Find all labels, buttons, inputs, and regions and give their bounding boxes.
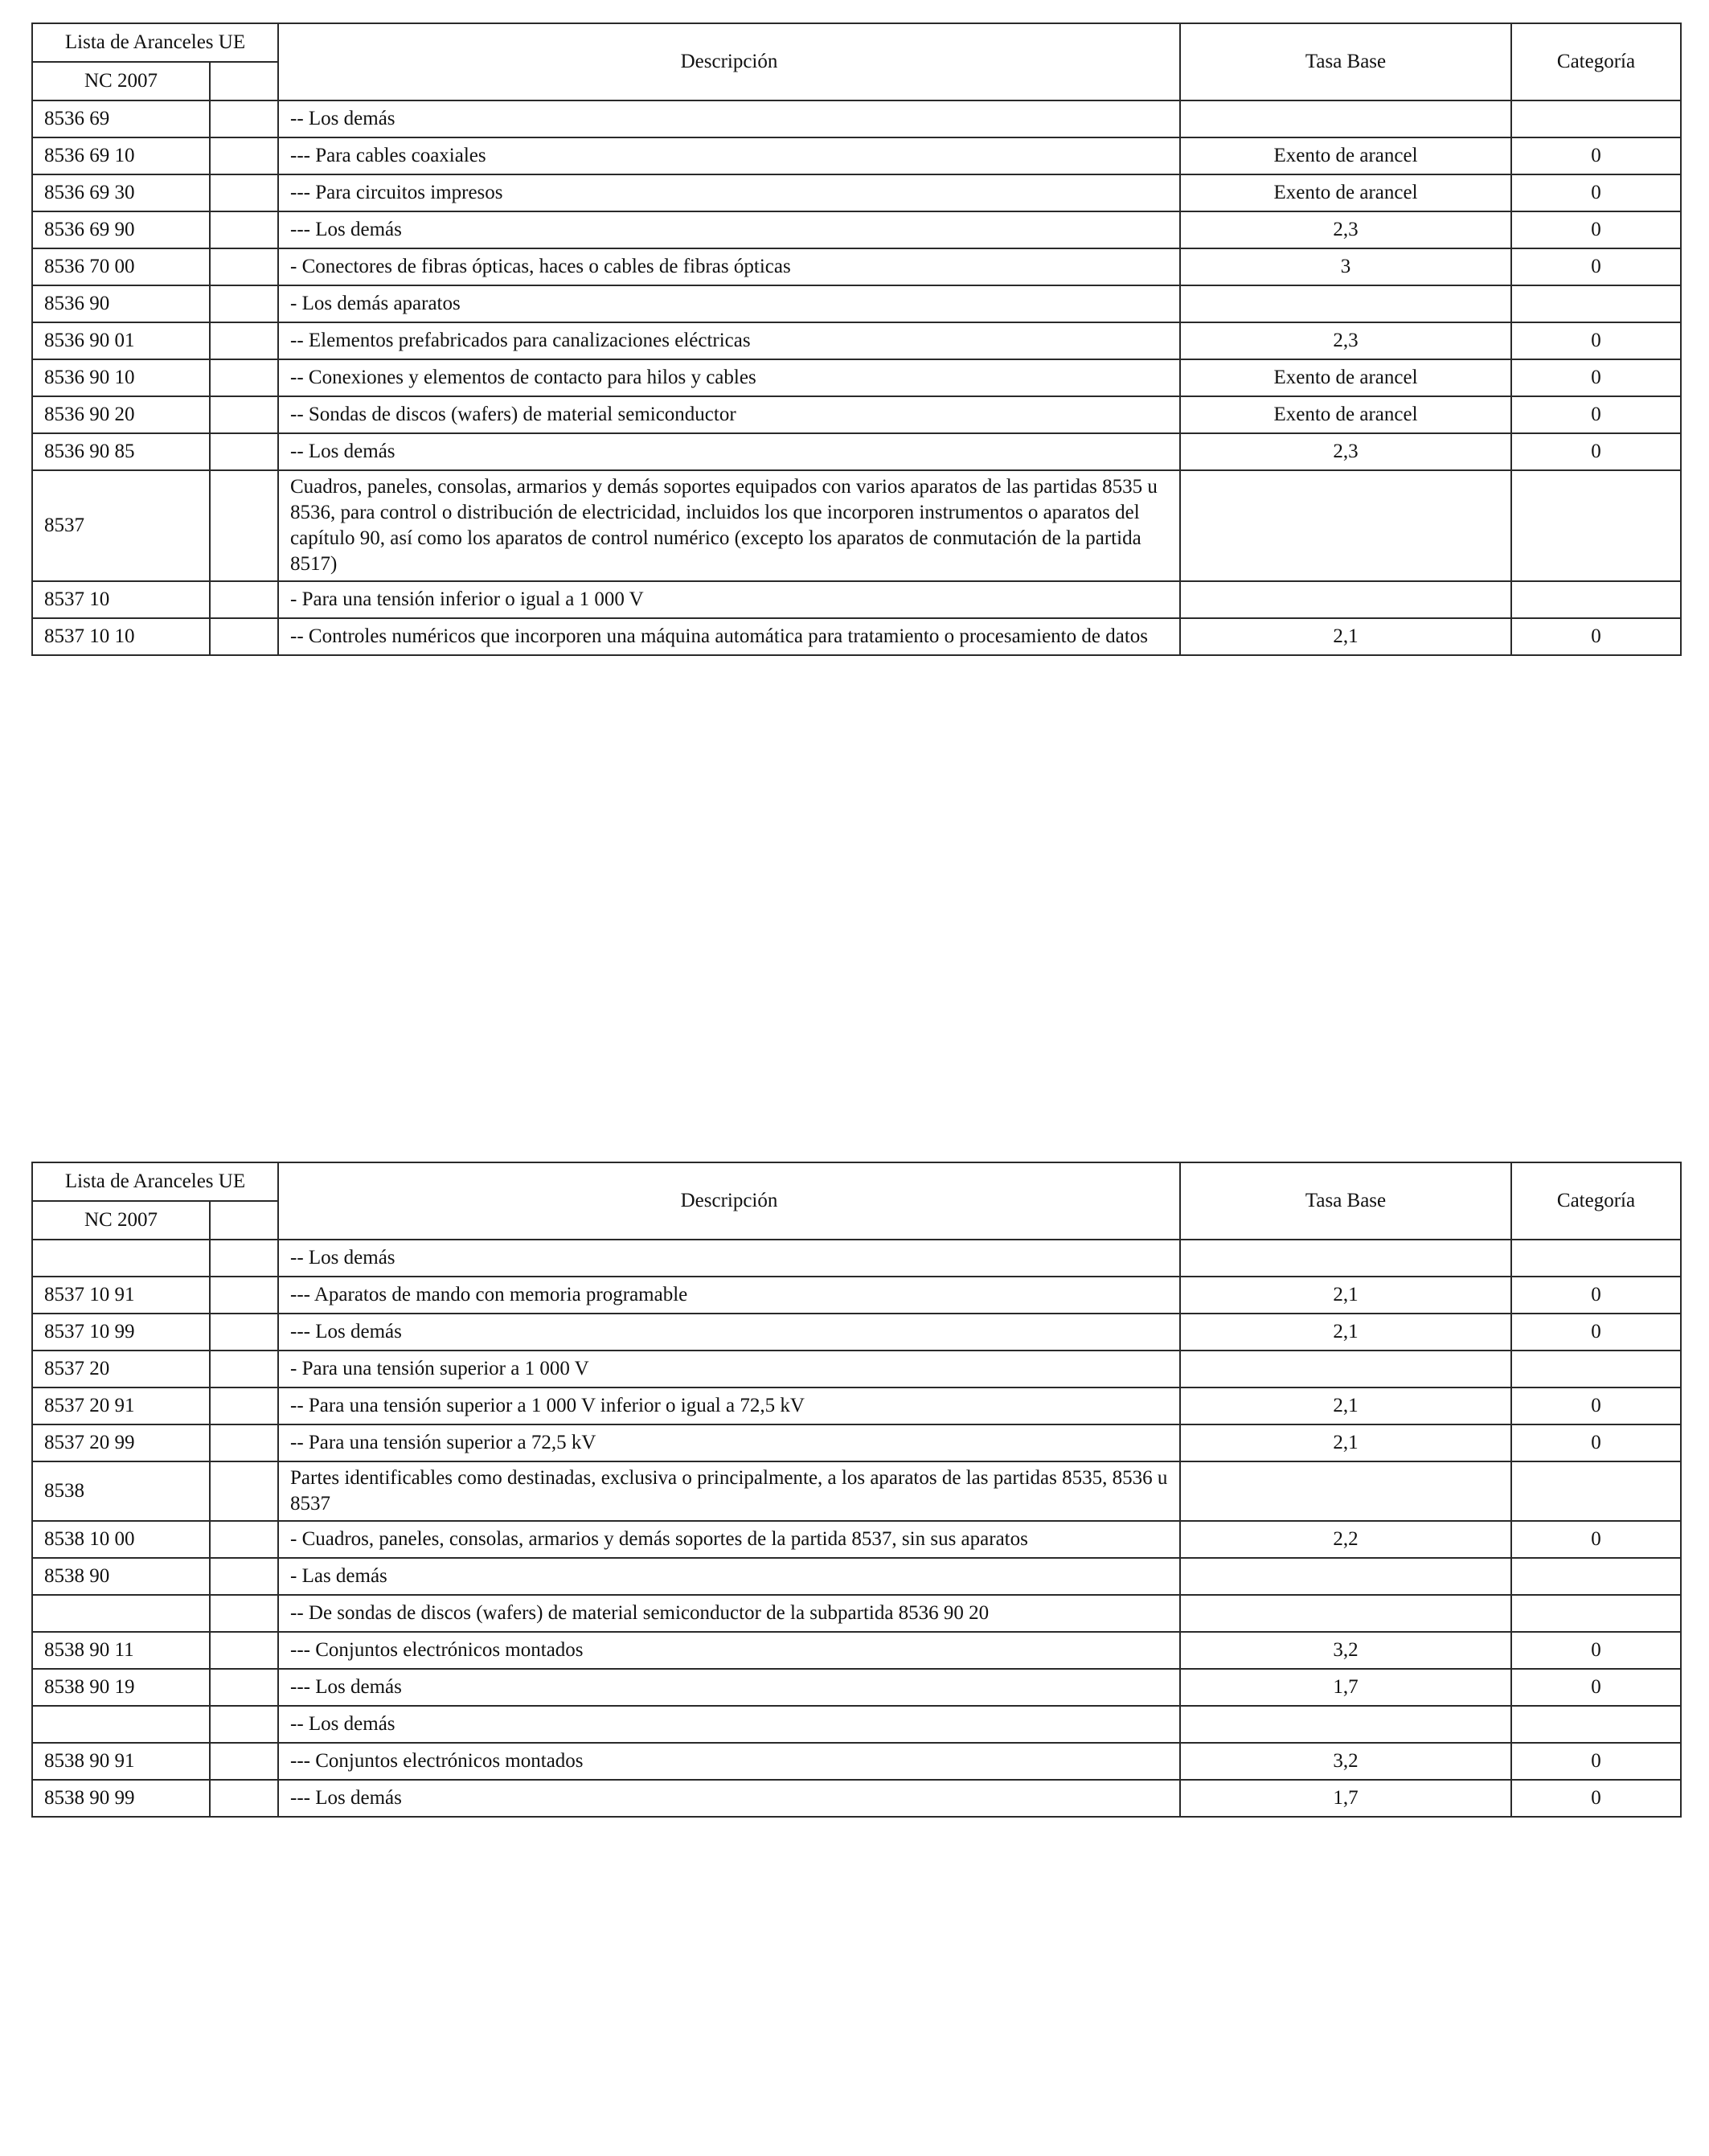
category-cell: 0 [1511,1277,1681,1314]
blank-cell [210,211,278,248]
base-rate-cell: 2,3 [1180,433,1511,470]
description-cell: Cuadros, paneles, consolas, armarios y demás soportes equipados con varios aparatos de las partidas 8535 u 8536, para control o distribución de electricidad, incluidos los que incorporen instrumentos o aparatos del capítulo 90, así como los aparatos de control numérico (excepto los aparatos de conmutación de la partida 8517) [278,470,1180,581]
nc-code-cell: 8536 69 [32,100,210,137]
blank-cell [210,248,278,285]
table-row [32,1314,1681,1351]
header-tasa-base: Tasa Base [1180,1162,1511,1240]
base-rate-cell: 2,3 [1180,211,1511,248]
category-cell: 0 [1511,1669,1681,1706]
nc-code-cell: 8537 10 10 [32,618,210,655]
table-row [32,211,1681,248]
base-rate-cell: Exento de arancel [1180,359,1511,396]
tariff-table-2 [31,1162,1682,1818]
tariff-table-1 [31,23,1682,656]
nc-code-cell: 8536 90 01 [32,322,210,359]
header-blank [210,1201,278,1240]
table-row [32,1424,1681,1461]
description-cell: --- Conjuntos electrónicos montados [278,1743,1180,1780]
nc-code-cell: 8536 90 [32,285,210,322]
header-tasa-base: Tasa Base [1180,23,1511,100]
table-row [32,1521,1681,1558]
table-row [32,1632,1681,1669]
table-row [32,285,1681,322]
table-row [32,618,1681,655]
nc-code-cell: 8538 90 19 [32,1669,210,1706]
table-row [32,1387,1681,1424]
description-cell: --- Para cables coaxiales [278,137,1180,174]
base-rate-cell: Exento de arancel [1180,174,1511,211]
base-rate-cell: 2,1 [1180,1277,1511,1314]
category-cell: 0 [1511,433,1681,470]
category-cell [1511,1706,1681,1743]
blank-cell [210,1387,278,1424]
category-cell [1511,285,1681,322]
category-cell: 0 [1511,137,1681,174]
base-rate-cell [1180,581,1511,618]
table-header [32,1162,1681,1240]
blank-cell [210,285,278,322]
description-cell: --- Para circuitos impresos [278,174,1180,211]
blank-cell [210,137,278,174]
blank-cell [210,1632,278,1669]
nc-code-cell: 8538 10 00 [32,1521,210,1558]
nc-code-cell [32,1595,210,1632]
nc-code-cell: 8538 90 91 [32,1743,210,1780]
table-row [32,174,1681,211]
base-rate-cell: 2,1 [1180,1424,1511,1461]
header-categoria: Categoría [1511,1162,1681,1240]
base-rate-cell: 3,2 [1180,1632,1511,1669]
table-row [32,137,1681,174]
header-categoria: Categoría [1511,23,1681,100]
table-row [32,248,1681,285]
header-blank [210,62,278,100]
nc-code-cell: 8538 90 [32,1558,210,1595]
base-rate-cell [1180,1558,1511,1595]
base-rate-cell [1180,1595,1511,1632]
base-rate-cell: 2,1 [1180,1314,1511,1351]
category-cell [1511,100,1681,137]
blank-cell [210,1595,278,1632]
description-cell: --- Los demás [278,211,1180,248]
base-rate-cell: 3 [1180,248,1511,285]
nc-code-cell: 8536 69 10 [32,137,210,174]
blank-cell [210,1558,278,1595]
description-cell: -- Los demás [278,1706,1180,1743]
description-cell: -- Conexiones y elementos de contacto para hilos y cables [278,359,1180,396]
nc-code-cell: 8537 20 99 [32,1424,210,1461]
blank-cell [210,618,278,655]
category-cell: 0 [1511,211,1681,248]
blank-cell [210,1521,278,1558]
nc-code-cell: 8536 70 00 [32,248,210,285]
nc-code-cell: 8537 20 91 [32,1387,210,1424]
base-rate-cell: Exento de arancel [1180,396,1511,433]
table-body [32,1240,1681,1817]
base-rate-cell [1180,1706,1511,1743]
table-row [32,1595,1681,1632]
base-rate-cell: 1,7 [1180,1780,1511,1817]
blank-cell [210,470,278,581]
description-cell: - Las demás [278,1558,1180,1595]
base-rate-cell [1180,100,1511,137]
blank-cell [210,322,278,359]
category-cell: 0 [1511,1743,1681,1780]
nc-code-cell: 8536 90 20 [32,396,210,433]
base-rate-cell: 1,7 [1180,1669,1511,1706]
nc-code-cell: 8537 20 [32,1351,210,1387]
blank-cell [210,1277,278,1314]
base-rate-cell: 2,1 [1180,618,1511,655]
table-row [32,396,1681,433]
description-cell: --- Los demás [278,1669,1180,1706]
description-cell: -- Controles numéricos que incorporen una máquina automática para tratamiento o procesamiento de datos [278,618,1180,655]
base-rate-cell [1180,1461,1511,1521]
nc-code-cell [32,1706,210,1743]
blank-cell [210,359,278,396]
header-lista: Lista de Aranceles UE [32,23,278,62]
description-cell: --- Aparatos de mando con memoria programable [278,1277,1180,1314]
header-nc: NC 2007 [32,62,210,100]
category-cell: 0 [1511,174,1681,211]
base-rate-cell: 2,2 [1180,1521,1511,1558]
table-row [32,322,1681,359]
base-rate-cell: 2,1 [1180,1387,1511,1424]
table-row [32,1706,1681,1743]
description-cell: - Los demás aparatos [278,285,1180,322]
blank-cell [210,1314,278,1351]
description-cell: Partes identificables como destinadas, exclusiva o principalmente, a los aparatos de las partidas 8535, 8536 u 8537 [278,1461,1180,1521]
table-row [32,1277,1681,1314]
category-cell: 0 [1511,618,1681,655]
description-cell: --- Los demás [278,1314,1180,1351]
blank-cell [210,1743,278,1780]
nc-code-cell: 8536 90 85 [32,433,210,470]
category-cell: 0 [1511,1424,1681,1461]
base-rate-cell: 2,3 [1180,322,1511,359]
table-row [32,433,1681,470]
blank-cell [210,100,278,137]
description-cell: --- Conjuntos electrónicos montados [278,1632,1180,1669]
blank-cell [210,1780,278,1817]
header-descripcion: Descripción [278,23,1180,100]
table-row [32,581,1681,618]
header-descripcion: Descripción [278,1162,1180,1240]
nc-code-cell: 8537 10 91 [32,1277,210,1314]
table-row [32,100,1681,137]
category-cell [1511,581,1681,618]
category-cell: 0 [1511,1521,1681,1558]
table-row [32,1780,1681,1817]
nc-code-cell: 8536 90 10 [32,359,210,396]
nc-code-cell [32,1240,210,1277]
blank-cell [210,1351,278,1387]
table-row [32,359,1681,396]
base-rate-cell: Exento de arancel [1180,137,1511,174]
table-row [32,1240,1681,1277]
category-cell [1511,1240,1681,1277]
blank-cell [210,1424,278,1461]
description-cell: - Conectores de fibras ópticas, haces o cables de fibras ópticas [278,248,1180,285]
table-row [32,1558,1681,1595]
table-body [32,100,1681,655]
base-rate-cell: 3,2 [1180,1743,1511,1780]
description-cell: -- Para una tensión superior a 72,5 kV [278,1424,1180,1461]
blank-cell [210,1669,278,1706]
table-row [32,1351,1681,1387]
blank-cell [210,1240,278,1277]
description-cell: -- Los demás [278,100,1180,137]
blank-cell [210,396,278,433]
table-row [32,1743,1681,1780]
blank-cell [210,1706,278,1743]
category-cell [1511,470,1681,581]
description-cell: - Para una tensión superior a 1 000 V [278,1351,1180,1387]
blank-cell [210,174,278,211]
category-cell: 0 [1511,248,1681,285]
description-cell: -- Los demás [278,433,1180,470]
nc-code-cell: 8537 10 99 [32,1314,210,1351]
nc-code-cell: 8538 90 99 [32,1780,210,1817]
description-cell: - Cuadros, paneles, consolas, armarios y demás soportes de la partida 8537, sin sus aparatos [278,1521,1180,1558]
category-cell [1511,1351,1681,1387]
description-cell: -- Para una tensión superior a 1 000 V inferior o igual a 72,5 kV [278,1387,1180,1424]
base-rate-cell [1180,1351,1511,1387]
category-cell: 0 [1511,1314,1681,1351]
category-cell: 0 [1511,1387,1681,1424]
description-cell: -- Sondas de discos (wafers) de material semiconductor [278,396,1180,433]
nc-code-cell: 8538 [32,1461,210,1521]
nc-code-cell: 8536 69 90 [32,211,210,248]
description-cell: -- De sondas de discos (wafers) de material semiconductor de la subpartida 8536 90 20 [278,1595,1180,1632]
table-row [32,1669,1681,1706]
header-lista: Lista de Aranceles UE [32,1162,278,1201]
nc-code-cell: 8537 [32,470,210,581]
description-cell: --- Los demás [278,1780,1180,1817]
description-cell: -- Elementos prefabricados para canalizaciones eléctricas [278,322,1180,359]
blank-cell [210,1461,278,1521]
description-cell: - Para una tensión inferior o igual a 1 000 V [278,581,1180,618]
base-rate-cell [1180,285,1511,322]
category-cell: 0 [1511,359,1681,396]
category-cell: 0 [1511,1780,1681,1817]
table-row [32,1461,1681,1521]
category-cell: 0 [1511,322,1681,359]
category-cell [1511,1595,1681,1632]
nc-code-cell: 8536 69 30 [32,174,210,211]
category-cell [1511,1461,1681,1521]
table-row [32,470,1681,581]
blank-cell [210,433,278,470]
table-header [32,23,1681,100]
nc-code-cell: 8537 10 [32,581,210,618]
description-cell: -- Los demás [278,1240,1180,1277]
base-rate-cell [1180,1240,1511,1277]
blank-cell [210,581,278,618]
base-rate-cell [1180,470,1511,581]
category-cell: 0 [1511,396,1681,433]
category-cell [1511,1558,1681,1595]
nc-code-cell: 8538 90 11 [32,1632,210,1669]
header-nc: NC 2007 [32,1201,210,1240]
category-cell: 0 [1511,1632,1681,1669]
